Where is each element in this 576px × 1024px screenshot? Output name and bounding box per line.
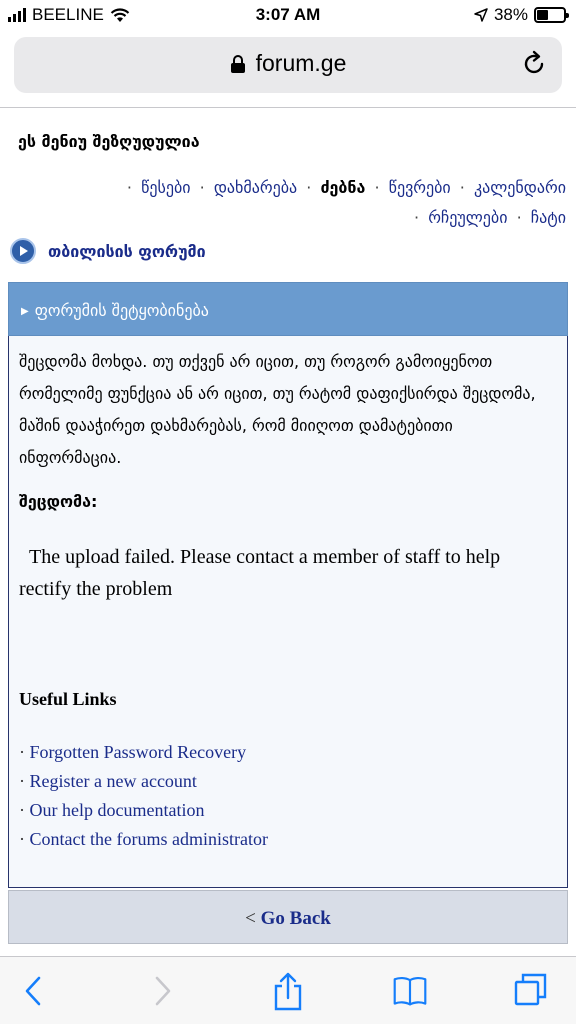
forum-title-row[interactable] — [10, 238, 206, 264]
location-arrow-icon — [474, 8, 488, 22]
nav-link-calendar[interactable]: კალენდარი — [473, 178, 566, 197]
nav-link-favorites[interactable]: რჩეულები — [428, 208, 508, 227]
browser-divider — [0, 107, 576, 108]
error-message-text: The upload failed. Please contact a member of staff to help rectify the problem — [19, 546, 501, 600]
go-back-link[interactable]: Go Back — [260, 908, 331, 929]
nav-link-search[interactable]: ძებნა — [320, 178, 366, 197]
nav-separator: · — [459, 178, 465, 197]
lock-icon — [230, 54, 246, 74]
nav-separator: · — [374, 178, 380, 197]
forgotten-password-link[interactable]: Forgotten Password Recovery — [29, 742, 247, 762]
list-item: · Contact the forums administrator — [19, 829, 268, 849]
useful-links-title: Useful Links — [19, 689, 117, 709]
nav-separator: · — [126, 178, 132, 197]
error-intro: შეცდომა მოხდა. თუ თქვენ არ იცით, თუ როგორ გამოიყენოთ რომელიმე ფუნქცია ან არ იცით, თუ რატომ დაფიქსირდა შეცდომა, მაშინ დააჭირეთ დახმარებას, რომ მიიღოთ დამატებითი ინფორმაცია. — [19, 352, 536, 467]
list-item: · Forgotten Password Recovery — [19, 742, 247, 762]
url-text: forum.ge — [255, 50, 347, 76]
back-chevron-icon: < — [245, 908, 256, 929]
nav-link-rules[interactable]: წესები — [141, 178, 191, 197]
nav-link-chat[interactable]: ჩატი — [530, 208, 566, 227]
nav-link-help[interactable]: დახმარება — [213, 178, 298, 197]
contact-admin-link[interactable]: Contact the forums administrator — [29, 829, 268, 849]
panel-header — [8, 282, 568, 336]
register-link[interactable]: Register a new account — [29, 771, 197, 791]
address-bar[interactable] — [14, 37, 562, 93]
error-message — [19, 541, 557, 605]
status-right — [474, 5, 566, 25]
nav-separator: · — [516, 208, 522, 227]
battery-percent: 38% — [493, 5, 528, 24]
go-back-bar[interactable] — [8, 890, 568, 944]
help-docs-link[interactable]: Our help documentation — [29, 800, 205, 820]
carrier-name: BEELINE — [32, 5, 104, 24]
forum-nav — [6, 173, 566, 233]
back-icon[interactable] — [16, 971, 52, 1011]
forum-message-panel — [8, 282, 568, 888]
panel-title: ფორუმის შეტყობინება — [34, 301, 209, 320]
tabs-icon[interactable] — [512, 971, 548, 1011]
battery-icon — [534, 7, 566, 23]
battery-fill — [537, 10, 548, 20]
share-icon[interactable] — [270, 971, 306, 1011]
forum-title-link[interactable]: თბილისის ფორუმი — [48, 241, 206, 261]
url-display[interactable] — [14, 50, 562, 77]
useful-links-list — [19, 738, 557, 854]
nav-link-members[interactable]: წევრები — [388, 178, 451, 197]
status-time: 3:07 AM — [255, 5, 321, 24]
browser-toolbar — [0, 956, 576, 1024]
list-item: · Our help documentation — [19, 800, 205, 820]
nav-separator: · — [306, 178, 312, 197]
forward-icon[interactable] — [144, 971, 180, 1011]
nav-separator: · — [414, 208, 420, 227]
bookmarks-icon[interactable] — [392, 971, 428, 1011]
caret-right-icon: ▶ — [21, 306, 29, 317]
panel-body — [8, 336, 568, 888]
menu-disabled-notice: ეს მენიუ შეზღუდულია — [18, 132, 200, 151]
error-label: შეცდომა: — [19, 492, 98, 511]
nav-separator: · — [199, 178, 205, 197]
list-item: · Register a new account — [19, 771, 197, 791]
forum-play-icon — [10, 238, 36, 264]
reload-icon[interactable] — [520, 50, 548, 78]
status-bar — [0, 0, 576, 32]
